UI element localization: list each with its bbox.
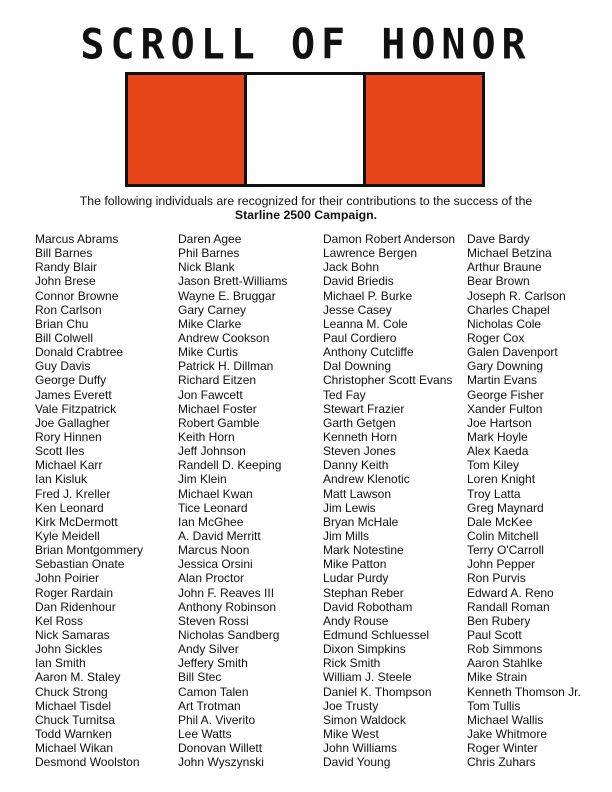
honoree-name: Anthony Cutcliffe bbox=[323, 345, 414, 360]
honoree-name: Ian Kisluk bbox=[35, 472, 88, 487]
honoree-name: Rory Hinnen bbox=[35, 429, 102, 444]
honoree-name: Andy Silver bbox=[178, 642, 239, 657]
honoree-name: Camon Talen bbox=[178, 684, 249, 699]
honoree-name: Ron Purvis bbox=[467, 571, 526, 586]
ribbon-stripe-center bbox=[244, 75, 366, 184]
honoree-name: Garth Getgen bbox=[323, 415, 396, 430]
ribbon-stripe-left bbox=[128, 75, 244, 184]
honoree-name: Jesse Casey bbox=[323, 302, 392, 317]
honoree-name: Phil A. Viverito bbox=[178, 712, 256, 727]
honoree-name: Kel Ross bbox=[35, 613, 84, 628]
honoree-name: Jon Fawcett bbox=[178, 387, 243, 402]
honoree-name: Dale McKee bbox=[467, 514, 533, 529]
honoree-name: Gary Carney bbox=[178, 302, 247, 317]
honoree-name: Jake Whitmore bbox=[467, 726, 548, 741]
honoree-name: Kirk McDermott bbox=[35, 514, 118, 529]
honoree-name: Kenneth Horn bbox=[323, 429, 398, 444]
honoree-name: Mike Patton bbox=[323, 557, 387, 572]
honoree-name: Arthur Braune bbox=[467, 260, 542, 275]
honoree-name: Daniel K. Thompson bbox=[323, 684, 432, 699]
honoree-name: George Fisher bbox=[467, 387, 544, 402]
honoree-name: Michael P. Burke bbox=[323, 288, 413, 303]
honoree-name: Scott Iles bbox=[35, 444, 85, 459]
honoree-name: Dixon Simpkins bbox=[323, 642, 406, 657]
honoree-name: Bill Barnes bbox=[35, 246, 93, 261]
honoree-name: Ian Smith bbox=[35, 656, 86, 671]
honoree-name: Marcus Noon bbox=[178, 543, 250, 558]
honoree-name: John Brese bbox=[35, 274, 96, 289]
honoree-name: Joseph R. Carlson bbox=[467, 288, 566, 303]
honoree-name: Martin Evans bbox=[467, 373, 538, 388]
honoree-name: John Wyszynski bbox=[178, 755, 264, 770]
honoree-name: John F. Reaves III bbox=[178, 585, 275, 600]
honoree-name: Jason Brett-Williams bbox=[178, 274, 288, 289]
honoree-name: Roger Rardain bbox=[35, 585, 114, 600]
honoree-name: Paul Cordiero bbox=[323, 330, 397, 345]
honoree-name: Chris Zuhars bbox=[467, 755, 536, 770]
honoree-name: Donald Crabtree bbox=[35, 345, 124, 360]
honoree-name: Aaron M. Staley bbox=[35, 670, 121, 685]
honoree-name: Terry O'Carroll bbox=[467, 543, 544, 558]
honoree-name: Steven Rossi bbox=[178, 613, 249, 628]
honoree-name: Michael Wikan bbox=[35, 741, 114, 756]
honoree-name: Chuck Turnitsa bbox=[35, 712, 116, 727]
honoree-name: Robert Gamble bbox=[178, 415, 260, 430]
honoree-name: John Williams bbox=[323, 741, 398, 756]
name-column-1 bbox=[35, 232, 143, 769]
honoree-name: Simon Waldock bbox=[323, 712, 406, 727]
honoree-name: Daren Agee bbox=[178, 232, 242, 246]
honoree-name: Vale Fitzpatrick bbox=[35, 401, 117, 416]
honoree-name: Todd Warnken bbox=[35, 726, 112, 741]
honoree-name: Joe Trusty bbox=[323, 698, 379, 713]
honoree-name: Keith Horn bbox=[178, 429, 235, 444]
honoree-name: Michael Betzina bbox=[467, 246, 552, 261]
honoree-name: David Briedis bbox=[323, 274, 394, 289]
honoree-name: Lawrence Bergen bbox=[323, 246, 418, 261]
honoree-name: Xander Fulton bbox=[467, 401, 543, 416]
honoree-name: Desmond Woolston bbox=[35, 755, 140, 770]
honoree-name: Alan Proctor bbox=[178, 571, 245, 586]
honoree-name: Stewart Frazier bbox=[323, 401, 405, 416]
honoree-name: Colin Mitchell bbox=[467, 528, 539, 543]
honoree-name: Mark Hoyle bbox=[467, 429, 528, 444]
award-ribbon bbox=[125, 72, 485, 187]
honoree-name: Kenneth Thomson Jr. bbox=[467, 684, 581, 699]
honoree-name: Ludar Purdy bbox=[323, 571, 389, 586]
honoree-name: Michael Tisdel bbox=[35, 698, 112, 713]
honoree-name: Gary Downing bbox=[467, 359, 544, 374]
honoree-name: Dan Ridenhour bbox=[35, 599, 116, 614]
honoree-name: Troy Latta bbox=[467, 486, 521, 501]
honoree-name: Paul Scott bbox=[467, 627, 522, 642]
honoree-name: Bill Stec bbox=[178, 670, 222, 685]
honoree-name: Michael Karr bbox=[35, 458, 103, 473]
honoree-name: Matt Lawson bbox=[323, 486, 392, 501]
honoree-name: Jim Mills bbox=[323, 528, 369, 543]
honoree-name: Nicholas Sandberg bbox=[178, 627, 280, 642]
ribbon-stripe-right bbox=[366, 75, 482, 184]
honoree-name: Charles Chapel bbox=[467, 302, 550, 317]
honoree-name: John Sickles bbox=[35, 642, 103, 657]
honoree-name: William J. Steele bbox=[323, 670, 412, 685]
honoree-name: Anthony Robinson bbox=[178, 599, 277, 614]
honoree-name: Brian Chu bbox=[35, 316, 89, 331]
honoree-name: Andrew Klenotic bbox=[323, 472, 410, 487]
honoree-name: Ted Fay bbox=[323, 387, 366, 402]
honoree-name: Ron Carlson bbox=[35, 302, 102, 317]
honoree-name: Tice Leonard bbox=[178, 500, 248, 515]
honoree-name: Sebastian Onate bbox=[35, 557, 125, 572]
honoree-name: Joe Hartson bbox=[467, 415, 532, 430]
honoree-name: David Robotham bbox=[323, 599, 413, 614]
honoree-name: Edward A. Reno bbox=[467, 585, 554, 600]
honoree-name: David Young bbox=[323, 755, 391, 770]
honoree-name: James Everett bbox=[35, 387, 112, 402]
honoree-name: Roger Winter bbox=[467, 741, 538, 756]
honoree-name: Aaron Stahlke bbox=[467, 656, 543, 671]
honoree-name: Connor Browne bbox=[35, 288, 119, 303]
campaign-name: Starline 2500 Campaign. bbox=[234, 208, 378, 222]
honoree-name: Randall Roman bbox=[467, 599, 550, 614]
honoree-name: Andy Rouse bbox=[323, 613, 389, 628]
honoree-name: Greg Maynard bbox=[467, 500, 544, 515]
honoree-name: Michael Kwan bbox=[178, 486, 253, 501]
honoree-name: Guy Davis bbox=[35, 359, 91, 374]
honoree-name: Tom Tullis bbox=[467, 698, 521, 713]
honoree-name: Galen Davenport bbox=[467, 345, 558, 360]
honoree-name: Stephan Reber bbox=[323, 585, 404, 600]
honoree-name: Marcus Abrams bbox=[35, 232, 119, 246]
honoree-name: Joe Gallagher bbox=[35, 415, 110, 430]
page-title: SCROLL OF HONOR bbox=[80, 20, 532, 70]
honoree-name: Bryan McHale bbox=[323, 514, 399, 529]
honoree-name: Nick Samaras bbox=[35, 627, 110, 642]
honoree-name: Phil Barnes bbox=[178, 246, 240, 261]
honoree-name: Richard Eitzen bbox=[178, 373, 257, 388]
honoree-name: Donovan Willett bbox=[178, 741, 263, 756]
honoree-name: Bill Colwell bbox=[35, 330, 94, 345]
honoree-name: Michael Foster bbox=[178, 401, 257, 416]
honoree-name: Mike Strain bbox=[467, 670, 528, 685]
honoree-name: Mark Notestine bbox=[323, 543, 404, 558]
honoree-name: Jack Bohn bbox=[323, 260, 380, 275]
honoree-name: Dave Bardy bbox=[467, 232, 530, 246]
honoree-name: Jeff Johnson bbox=[178, 444, 246, 459]
honoree-name: Kyle Meidell bbox=[35, 528, 100, 543]
honoree-name: Ken Leonard bbox=[35, 500, 104, 515]
honoree-name: Tom Kiley bbox=[467, 458, 520, 473]
honoree-name: Ben Rubery bbox=[467, 613, 531, 628]
honoree-name: Jeffery Smith bbox=[178, 656, 248, 671]
honoree-name: Wayne E. Bruggar bbox=[178, 288, 276, 303]
honoree-name: Jessica Orsini bbox=[178, 557, 253, 572]
honoree-name: Jim Lewis bbox=[323, 500, 376, 515]
honoree-name: Patrick H. Dillman bbox=[178, 359, 274, 374]
honoree-name: Damon Robert Anderson bbox=[323, 232, 456, 246]
honoree-name: Mike West bbox=[323, 726, 379, 741]
honoree-name: A. David Merritt bbox=[178, 528, 261, 543]
honoree-name: Christopher Scott Evans bbox=[323, 373, 453, 388]
honoree-name: Roger Cox bbox=[467, 330, 525, 345]
honoree-name: Bear Brown bbox=[467, 274, 530, 289]
intro-line: The following individuals are recognized for their contributions to the success of the bbox=[79, 194, 533, 208]
name-column-2 bbox=[178, 232, 287, 769]
honoree-name: Mike Curtis bbox=[178, 345, 239, 360]
honoree-name: Chuck Strong bbox=[35, 684, 108, 699]
intro-text bbox=[40, 194, 572, 222]
name-column-4 bbox=[467, 232, 581, 769]
honoree-name: Alex Kaeda bbox=[467, 444, 529, 459]
honoree-name: Mike Clarke bbox=[178, 316, 242, 331]
honoree-name: Ian McGhee bbox=[178, 514, 244, 529]
name-column-3 bbox=[323, 232, 455, 769]
honoree-name: Andrew Cookson bbox=[178, 330, 270, 345]
honoree-name: Michael Wallis bbox=[467, 712, 544, 727]
honoree-name: Art Trotman bbox=[178, 698, 241, 713]
honoree-name: Fred J. Kreller bbox=[35, 486, 111, 501]
honoree-name: Nicholas Cole bbox=[467, 316, 542, 331]
honoree-name: Randy Blair bbox=[35, 260, 98, 275]
honoree-name: Jim Klein bbox=[178, 472, 227, 487]
honoree-name: Brian Montgommery bbox=[35, 543, 144, 558]
honoree-name: John Poirier bbox=[35, 571, 100, 586]
honoree-name: Loren Knight bbox=[467, 472, 536, 487]
honoree-name: Danny Keith bbox=[323, 458, 389, 473]
honoree-name: Edmund Schluessel bbox=[323, 627, 430, 642]
honoree-name: Randell D. Keeping bbox=[178, 458, 282, 473]
honoree-name: Rick Smith bbox=[323, 656, 381, 671]
honoree-name: Nick Blank bbox=[178, 260, 235, 275]
honoree-name: Steven Jones bbox=[323, 444, 396, 459]
honoree-name: John Pepper bbox=[467, 557, 536, 572]
honoree-name: Rob Simmons bbox=[467, 642, 543, 657]
honoree-name: Leanna M. Cole bbox=[323, 316, 408, 331]
honoree-name: George Duffy bbox=[35, 373, 107, 388]
honor-roll bbox=[0, 232, 612, 772]
honoree-name: Lee Watts bbox=[178, 726, 232, 741]
honoree-name: Dal Downing bbox=[323, 359, 392, 374]
